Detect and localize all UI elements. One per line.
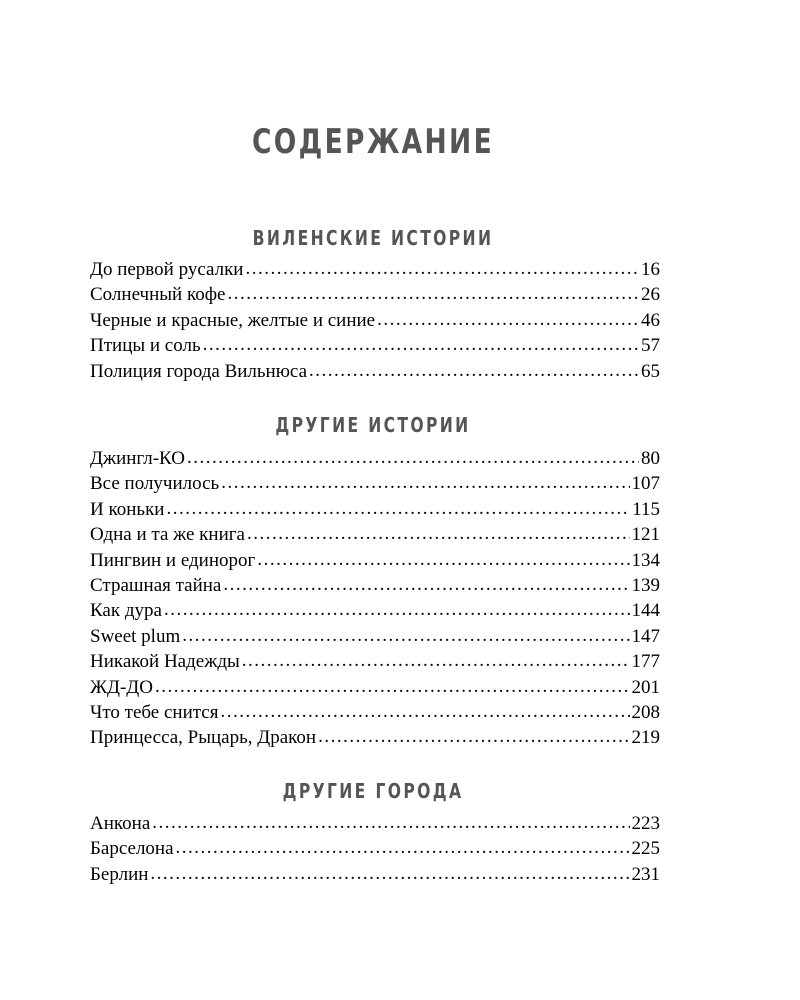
toc-entry-page-number: 134	[631, 549, 660, 571]
dot-leader	[176, 835, 630, 860]
toc-entry	[90, 725, 660, 750]
toc-entry-page-number: 208	[631, 701, 660, 723]
toc-entry	[90, 497, 660, 522]
toc-entry-title: Анкона	[90, 813, 151, 834]
toc-list-other-stories	[90, 446, 660, 751]
toc-entry	[90, 308, 660, 333]
dot-leader	[187, 445, 639, 470]
toc-entry-title: До первой русалки	[90, 259, 244, 280]
dot-leader	[242, 648, 630, 673]
toc-entry	[90, 675, 660, 700]
toc-entry-page-number: 219	[631, 727, 660, 749]
toc-entry	[90, 598, 660, 623]
dot-leader	[166, 496, 630, 521]
toc-list-other-cities	[90, 811, 660, 887]
toc-entry-page-number: 115	[632, 498, 660, 520]
toc-entry	[90, 573, 660, 598]
toc-entry	[90, 811, 660, 836]
dot-leader	[221, 470, 629, 495]
toc-entry	[90, 649, 660, 674]
toc-entry	[90, 624, 660, 649]
toc-entry	[90, 282, 660, 307]
page-title: СОДЕРЖАНИЕ	[251, 122, 495, 162]
dot-leader	[247, 521, 630, 546]
toc-entry-title: И коньки	[90, 498, 165, 520]
section-heading-vilnius-stories: ВИЛЕНСКИЕ ИСТОРИИ	[252, 226, 494, 250]
toc-entry-title: Полиция города Вильнюса	[90, 360, 308, 382]
section-heading-other-cities: ДРУГИЕ ГОРОДА	[282, 779, 464, 803]
toc-entry-title: Никакой Надежды	[90, 651, 240, 673]
toc-entry	[90, 522, 660, 547]
toc-entry-title: Что тебе снится	[90, 701, 219, 723]
dot-leader	[257, 547, 629, 572]
toc-entry-page-number: 147	[631, 625, 660, 647]
toc-entry-title: Черные и красные, желтые и синие	[90, 309, 376, 331]
dot-leader	[150, 861, 629, 886]
toc-entry-title: Sweet plum	[90, 625, 181, 647]
toc-entry-title: Берлин	[90, 863, 149, 885]
toc-entry-page-number: 26	[641, 284, 660, 306]
toc-entry-title: Джингл-КО	[90, 448, 185, 469]
section-heading-other-stories: ДРУГИЕ ИСТОРИИ	[275, 413, 471, 437]
toc-entry-page-number: 144	[631, 600, 660, 622]
toc-entry-page-number: 223	[631, 813, 660, 834]
dot-leader	[309, 358, 639, 383]
dot-leader	[227, 281, 639, 306]
dot-leader	[220, 699, 629, 724]
toc-entry-title: Одна и та же книга	[90, 524, 245, 546]
toc-entry-page-number: 65	[641, 360, 660, 382]
toc-entry-title: Страшная тайна	[90, 574, 222, 596]
toc-entry	[90, 836, 660, 861]
toc-entry-title: Барселона	[90, 838, 174, 860]
toc-entry	[90, 548, 660, 573]
toc-entry-title: Птицы и соль	[90, 335, 201, 357]
toc-entry	[90, 257, 660, 282]
toc-entry-page-number: 225	[631, 838, 660, 860]
toc-entry-title: Принцесса, Рыцарь, Дракон	[90, 727, 317, 749]
toc-entry-title: Пингвин и единорог	[90, 549, 256, 571]
dot-leader	[245, 256, 639, 281]
toc-entry	[90, 359, 660, 384]
toc-entry-title: ЖД-ДО	[90, 676, 153, 698]
toc-entry	[90, 333, 660, 358]
toc-entry-page-number: 177	[631, 651, 660, 673]
toc-entry-page-number: 16	[641, 259, 660, 280]
toc-entry	[90, 471, 660, 496]
toc-entry	[90, 446, 660, 471]
toc-entry-page-number: 139	[631, 574, 660, 596]
toc-entry-page-number: 57	[641, 335, 660, 357]
toc-entry-page-number: 80	[641, 448, 660, 469]
toc-entry-page-number: 231	[631, 863, 660, 885]
dot-leader	[203, 332, 639, 357]
toc-entry-title: Как дура	[90, 600, 162, 622]
dot-leader	[377, 307, 639, 332]
toc-entry	[90, 862, 660, 887]
toc-entry-page-number: 107	[631, 473, 660, 495]
toc-entry	[90, 700, 660, 725]
toc-entry-page-number: 121	[631, 524, 660, 546]
dot-leader	[223, 572, 629, 597]
dot-leader	[318, 724, 629, 749]
toc-entry-title: Все получилось	[90, 473, 220, 495]
toc-entry-page-number: 46	[641, 309, 660, 331]
dot-leader	[182, 623, 629, 648]
toc-entry-title: Солнечный кофе	[90, 284, 226, 306]
dot-leader	[152, 810, 629, 835]
toc-entry-page-number: 201	[631, 676, 660, 698]
dot-leader	[164, 597, 630, 622]
dot-leader	[155, 674, 630, 699]
toc-list-vilnius-stories	[90, 257, 660, 384]
